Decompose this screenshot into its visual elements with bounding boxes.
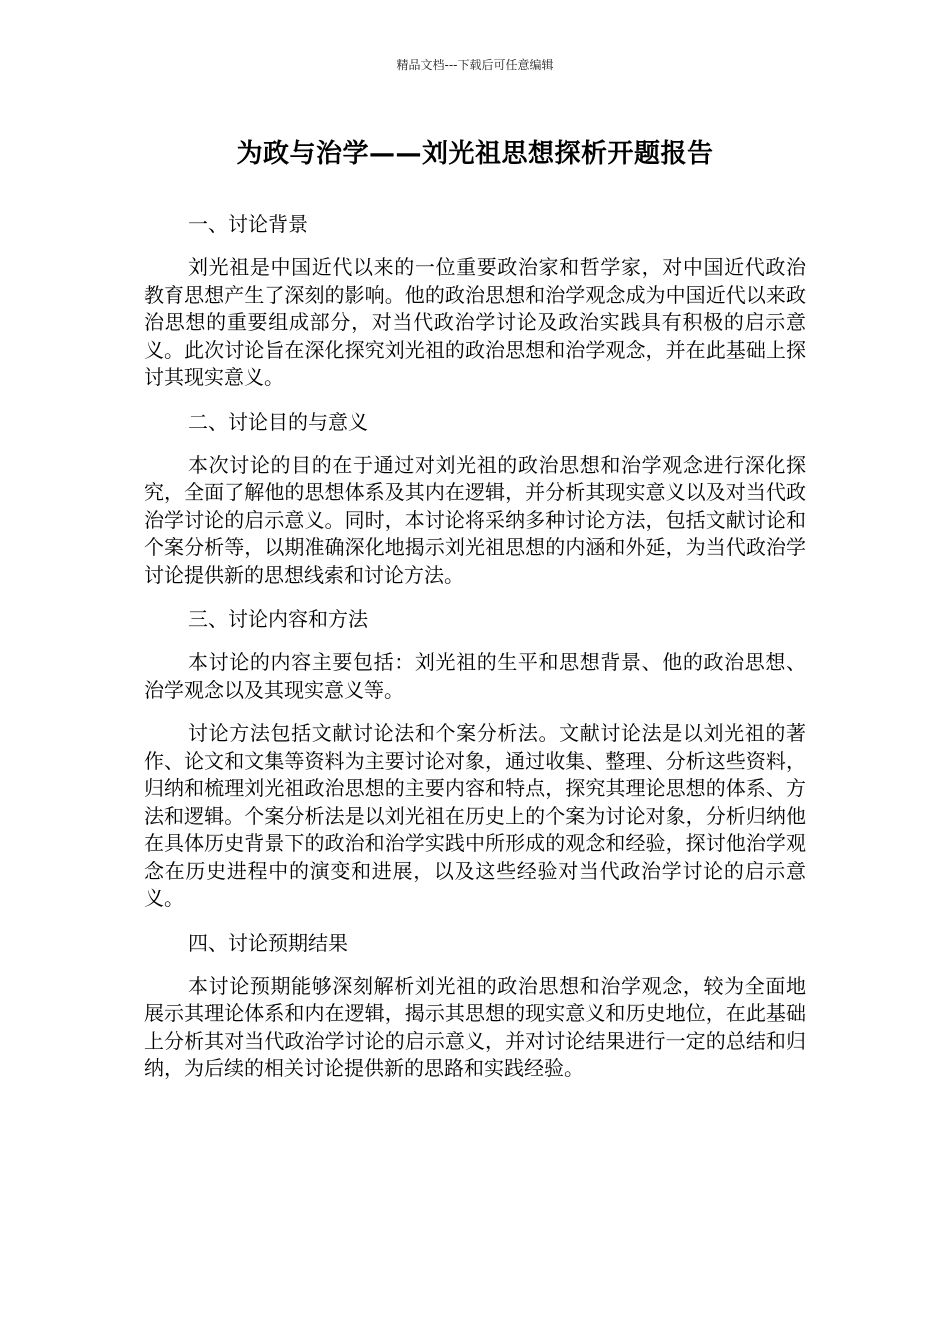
paragraph: 刘光祖是中国近代以来的一位重要政治家和哲学家，对中国近代政治教育思想产生了深刻的影响。他的政治思想和治学观念成为中国近代以来政治思想的重要组成部分，对当代政治学讨论及政治实践具有积极的启示意义。此次讨论旨在深化探究刘光祖的政治思想和治学观念，并在此基础上探讨其现实意义。 (144, 255, 806, 389)
section-content-methods (144, 605, 806, 913)
page-header: 精品文档---下载后可任意编辑 (396, 58, 554, 72)
section-expected-results (144, 929, 806, 1083)
paragraph: 本讨论的内容主要包括：刘光祖的生平和思想背景、他的政治思想、治学观念以及其现实意义等。 (144, 650, 806, 702)
paragraph: 讨论方法包括文献讨论法和个案分析法。文献讨论法是以刘光祖的著作、论文和文集等资料为主要讨论对象，通过收集、整理、分析这些资料，归纳和梳理刘光祖政治思想的主要内容和特点，探究其理论思想的体系、方法和逻辑。个案分析法是以刘光祖在历史上的个案为讨论对象，分析归纳他在具体历史背景下的政治和治学实践中所形成的观念和经验，探讨他治学观念在历史进程中的演变和进展，以及这些经验对当代政治学讨论的启示意义。 (144, 721, 806, 910)
document-title: 为政与治学——刘光祖思想探析开题报告 (236, 139, 714, 169)
section-background (144, 210, 806, 392)
section-heading: 四、讨论预期结果 (188, 930, 348, 955)
section-heading: 一、讨论背景 (188, 212, 308, 236)
paragraph: 本次讨论的目的在于通过对刘光祖的政治思想和治学观念进行深化探究，全面了解他的思想体系及其内在逻辑，并分析其现实意义以及对当代政治学讨论的启示意义。同时，本讨论将采纳多种讨论方法，包括文献讨论和个案分析等，以期准确深化地揭示刘光祖思想的内涵和外延，为当代政治学讨论提供新的思想线索和讨论方法。 (144, 452, 806, 587)
section-heading: 二、讨论目的与意义 (188, 409, 368, 434)
section-heading: 三、讨论内容和方法 (188, 607, 368, 631)
paragraph: 本讨论预期能够深刻解析刘光祖的政治思想和治学观念，较为全面地展示其理论体系和内在逻辑，揭示其思想的现实意义和历史地位，在此基础上分析其对当代政治学讨论的启示意义，并对讨论结果进行一定的总结和归纳，为后续的相关讨论提供新的思路和实践经验。 (144, 973, 806, 1080)
document-body (144, 210, 806, 1099)
section-purpose (144, 408, 806, 590)
